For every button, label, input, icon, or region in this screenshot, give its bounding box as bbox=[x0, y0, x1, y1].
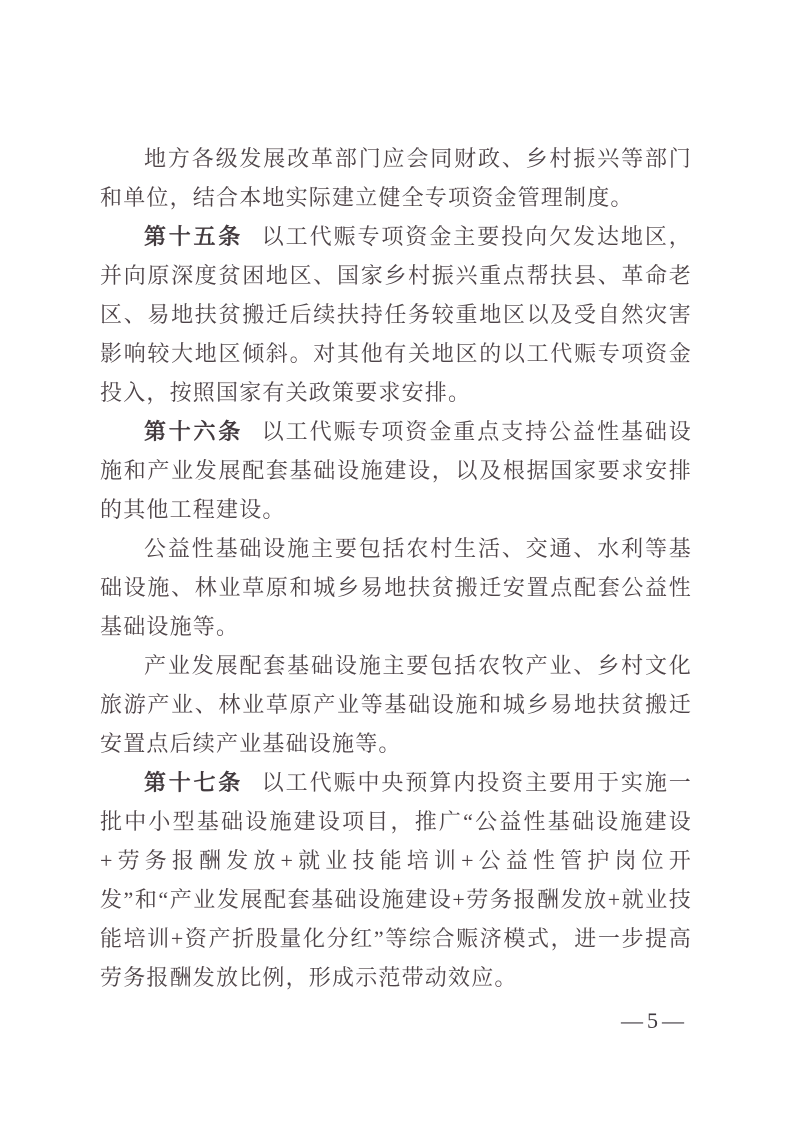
paragraph-industry-infrastructure bbox=[100, 646, 692, 763]
page-number: —5— bbox=[621, 1008, 688, 1033]
paragraph-public-infrastructure bbox=[100, 529, 692, 646]
paragraph-article-15 bbox=[100, 217, 692, 412]
paragraph-text: 公益性基础设施主要包括农村生活、交通、水利等基础设施、林业草原和城乡易地扶贫搬迁安置点配套公益性基础设施等。 bbox=[100, 536, 692, 639]
paragraph-text: 以工代赈中央预算内投资主要用于实施一批中小型基础设施建设项目，推广“公益性基础设施建设+劳务报酬发放+就业技能培训+公益性管护岗位开发”和“产业发展配套基础设施建设+劳务报酬发放+就业技能培训+资产折股量化分红”等综合赈济模式，进一步提高劳务报酬发放比例，形成示范带动效应。 bbox=[100, 770, 692, 990]
article-number-16: 第十六条 bbox=[144, 419, 243, 444]
article-number-15: 第十五条 bbox=[144, 224, 243, 249]
paragraph-article-17 bbox=[100, 763, 692, 997]
paragraph-article-16 bbox=[100, 412, 692, 529]
paragraph-intro bbox=[100, 139, 692, 217]
paragraph-text: 以工代赈专项资金重点支持公益性基础设施和产业发展配套基础设施建设，以及根据国家要求安排的其他工程建设。 bbox=[100, 419, 692, 522]
paragraph-text: 产业发展配套基础设施主要包括农牧产业、乡村文化旅游产业、林业草原产业等基础设施和城乡易地扶贫搬迁安置点后续产业基础设施等。 bbox=[100, 653, 692, 756]
article-number-17: 第十七条 bbox=[144, 770, 243, 795]
paragraph-text: 地方各级发展改革部门应会同财政、乡村振兴等部门和单位，结合本地实际建立健全专项资金管理制度。 bbox=[100, 146, 692, 210]
paragraph-text: 以工代赈专项资金主要投向欠发达地区，并向原深度贫困地区、国家乡村振兴重点帮扶县、革命老区、易地扶贫搬迁后续扶持任务较重地区以及受自然灾害影响较大地区倾斜。对其他有关地区的以工代赈专项资金投入，按照国家有关政策要求安排。 bbox=[100, 224, 692, 405]
document-body bbox=[100, 139, 692, 997]
